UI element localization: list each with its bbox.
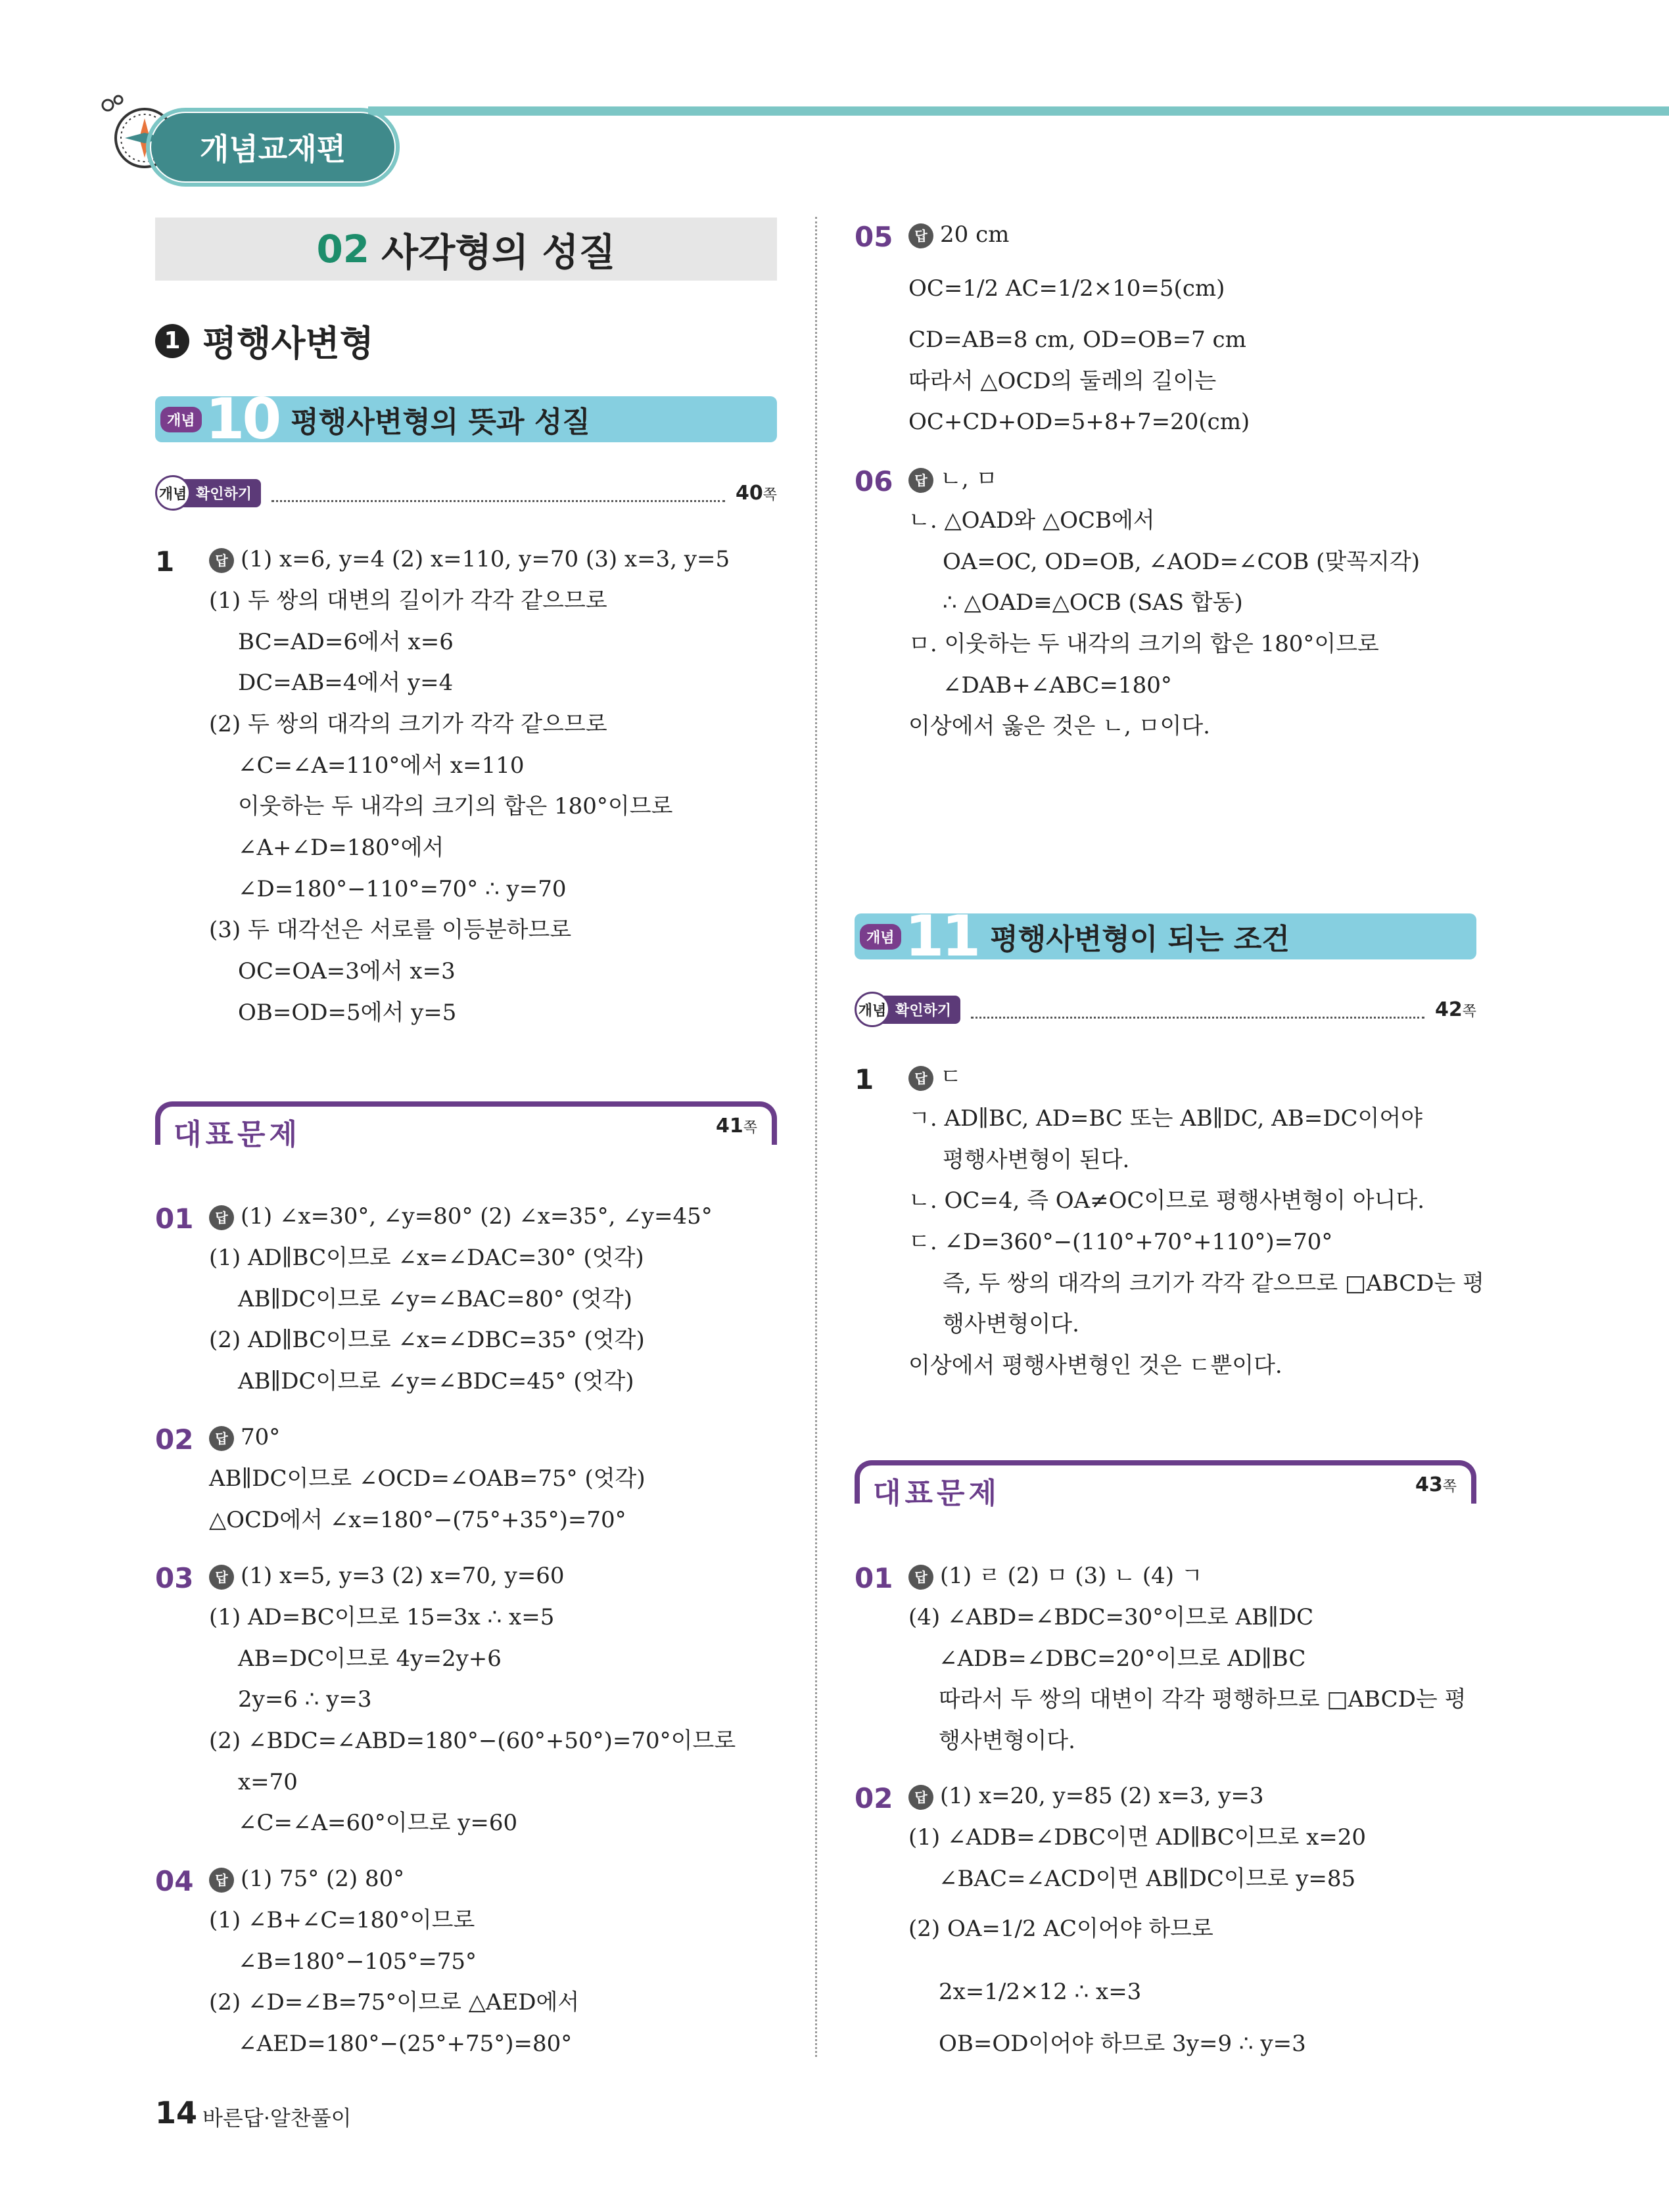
rep-page: 43쪽 xyxy=(1415,1473,1457,1496)
problem-number: 02 xyxy=(855,1782,893,1814)
check-page: 40쪽 xyxy=(735,481,777,505)
problem-number: 01 xyxy=(855,1562,893,1594)
solution-line: ㄷ. ∠D=360°−(110°+70°+110°)=70° xyxy=(908,1229,1333,1255)
problem-number: 02 xyxy=(155,1423,194,1456)
answer-line: 답 (1) x=6, y=4 (2) x=110, y=70 (3) x=3, y=5 xyxy=(209,548,730,573)
section-number: 1 xyxy=(155,324,189,358)
problem-number: 03 xyxy=(155,1562,194,1594)
solution-line: (2) OA=1/2 AC이어야 하므로 xyxy=(908,1916,1213,1942)
solution-line: 즉, 두 쌍의 대각의 크기가 각각 같으므로 □ABCD는 평 xyxy=(943,1270,1485,1297)
solution-line: ∠B=180°−105°=75° xyxy=(238,1948,477,1975)
solution-line: (1) AD∥BC이므로 ∠x=∠DAC=30° (엇각) xyxy=(209,1245,644,1271)
answer-line: 답 ㄴ, ㅁ xyxy=(908,468,997,493)
dotted-leader xyxy=(971,1017,1424,1019)
problem-number: 05 xyxy=(855,221,893,253)
answer-badge: 답 xyxy=(209,1426,234,1451)
solution-line: 따라서 △OCD의 둘레의 길이는 xyxy=(908,368,1217,394)
solution-line: 2x=1/2×12 ∴ x=3 xyxy=(939,1979,1142,2005)
concept-number: 11 xyxy=(905,904,979,969)
rep-problems-header-41 xyxy=(155,1101,777,1151)
header-tab: 개념교재편 xyxy=(151,113,394,181)
answer-line: 답 20 cm xyxy=(908,223,1009,248)
answer-badge: 답 xyxy=(908,1066,933,1091)
page-number: 14 xyxy=(155,2095,198,2131)
solution-line: (3) 두 대각선은 서로를 이등분하므로 xyxy=(209,917,572,943)
solution-line: AB∥DC이므로 ∠y=∠BDC=45° (엇각) xyxy=(238,1368,634,1394)
rep-page: 41쪽 xyxy=(715,1115,757,1138)
solution-line: ㅁ. 이웃하는 두 내각의 크기의 합은 180°이므로 xyxy=(908,631,1379,657)
solution-line: △OCD에서 ∠x=180°−(75°+35°)=70° xyxy=(209,1507,626,1533)
solution-line: ∠ADB=∠DBC=20°이므로 AD∥BC xyxy=(939,1646,1306,1672)
rep-title: 대표문제 xyxy=(174,1118,302,1151)
check-badge-circle: 개념 xyxy=(855,992,890,1027)
solution-line: (1) 두 쌍의 대변의 길이가 각각 같으므로 xyxy=(209,588,607,614)
check-page: 42쪽 xyxy=(1434,998,1476,1021)
solution-line: 2y=6 ∴ y=3 xyxy=(238,1686,372,1713)
concept-title: 평행사변형의 뜻과 성질 xyxy=(291,405,590,439)
concept-title: 평행사변형이 되는 조건 xyxy=(990,923,1290,956)
problem-number: 06 xyxy=(855,465,893,497)
chapter-title-text: 사각형의 성질 xyxy=(381,230,616,275)
section-title-text: 평행사변형 xyxy=(202,323,374,364)
solution-line: (1) ∠B+∠C=180°이므로 xyxy=(209,1907,475,1933)
check-row-42 xyxy=(855,991,1476,1028)
solution-line: AB=DC이므로 4y=2y+6 xyxy=(238,1646,502,1672)
concept-tag: 개념 xyxy=(160,407,202,432)
solution-line: ∠A+∠D=180°에서 xyxy=(238,835,444,861)
solution-line: 이상에서 옳은 것은 ㄴ, ㅁ이다. xyxy=(908,713,1210,739)
solution-line: x=70 xyxy=(238,1769,298,1795)
check-badge xyxy=(855,992,960,1027)
solution-line: (2) ∠D=∠B=75°이므로 △AED에서 xyxy=(209,1989,580,2016)
answer-badge: 답 xyxy=(209,1868,234,1893)
answer-line: 답 (1) x=5, y=3 (2) x=70, y=60 xyxy=(209,1565,565,1590)
answer-badge: 답 xyxy=(209,548,234,573)
check-badge xyxy=(155,475,261,511)
problem-number: 1 xyxy=(155,545,175,578)
dotted-leader xyxy=(271,500,725,502)
solution-line: OC+CD+OD=5+8+7=20(cm) xyxy=(908,409,1250,435)
solution-line: AB∥DC이므로 ∠y=∠BAC=80° (엇각) xyxy=(238,1286,632,1312)
solution-line: ∠C=∠A=110°에서 x=110 xyxy=(238,752,525,779)
concept-tag: 개념 xyxy=(860,924,901,950)
chapter-title xyxy=(155,218,777,281)
solution-line: DC=AB=4에서 y=4 xyxy=(238,670,454,696)
problem-number: 01 xyxy=(155,1203,194,1235)
answer-line: 답 (1) x=20, y=85 (2) x=3, y=3 xyxy=(908,1785,1264,1810)
concept-bar-10 xyxy=(155,386,777,452)
solution-line: ∠C=∠A=60°이므로 y=60 xyxy=(238,1810,518,1836)
solution-line: OA=OC, OD=OB, ∠AOD=∠COB (맞꼭지각) xyxy=(943,549,1421,575)
solution-line: ㄱ. AD∥BC, AD=BC 또는 AB∥DC, AB=DC이어야 xyxy=(908,1105,1423,1132)
solution-line: (2) AD∥BC이므로 ∠x=∠DBC=35° (엇각) xyxy=(209,1327,645,1353)
column-divider xyxy=(815,217,817,2057)
solution-line: OC=OA=3에서 x=3 xyxy=(238,958,456,984)
check-badge-label: 확인하기 xyxy=(881,996,960,1024)
solution-line: OB=OD이어야 하므로 3y=9 ∴ y=3 xyxy=(939,2031,1306,2057)
answer-line: 답 (1) ∠x=30°, ∠y=80° (2) ∠x=35°, ∠y=45° xyxy=(209,1205,713,1230)
section-title xyxy=(155,315,374,366)
solution-line: ∴ △OAD≡△OCB (SAS 합동) xyxy=(943,589,1243,616)
concept-number: 10 xyxy=(205,386,279,452)
check-row-40 xyxy=(155,474,777,511)
solution-line: (1) ∠ADB=∠DBC이면 AD∥BC이므로 x=20 xyxy=(908,1824,1367,1851)
solution-line: 행사변형이다. xyxy=(939,1728,1075,1754)
answer-line: 답 ㄷ xyxy=(908,1066,962,1091)
solution-line: ∠BAC=∠ACD이면 AB∥DC이므로 y=85 xyxy=(939,1866,1356,1892)
answer-badge: 답 xyxy=(908,223,933,248)
solution-line: 따라서 두 쌍의 대변이 각각 평행하므로 □ABCD는 평 xyxy=(939,1686,1467,1713)
problem-number: 04 xyxy=(155,1865,194,1897)
solution-line: 행사변형이다. xyxy=(943,1311,1079,1337)
answer-badge: 답 xyxy=(908,1785,933,1810)
problem-number: 1 xyxy=(855,1063,874,1095)
check-badge-circle: 개념 xyxy=(155,475,191,511)
answer-line: 답 (1) 75° (2) 80° xyxy=(209,1868,404,1893)
answer-line: 답 (1) ㄹ (2) ㅁ (3) ㄴ (4) ㄱ xyxy=(908,1565,1203,1590)
answer-badge: 답 xyxy=(908,468,933,493)
solution-line: (2) 두 쌍의 대각의 크기가 각각 같으므로 xyxy=(209,711,607,737)
solution-line: AB∥DC이므로 ∠OCD=∠OAB=75° (엇각) xyxy=(209,1465,646,1492)
solution-line: (2) ∠BDC=∠ABD=180°−(60°+50°)=70°이므로 xyxy=(209,1728,736,1754)
solution-line: BC=AD=6에서 x=6 xyxy=(238,629,454,655)
chapter-number: 02 xyxy=(316,227,370,271)
solution-line: ㄴ. OC=4, 즉 OA≠OC이므로 평행사변형이 아니다. xyxy=(908,1187,1425,1214)
solution-line: (4) ∠ABD=∠BDC=30°이므로 AB∥DC xyxy=(908,1604,1314,1630)
solution-line: ∠D=180°−110°=70° ∴ y=70 xyxy=(238,876,567,902)
answer-badge: 답 xyxy=(209,1565,234,1590)
solution-line: ∠DAB+∠ABC=180° xyxy=(943,672,1172,699)
solution-line: (1) AD=BC이므로 15=3x ∴ x=5 xyxy=(209,1604,555,1630)
solution-line: ㄴ. △OAD와 △OCB에서 xyxy=(908,507,1155,534)
solution-line: ∠AED=180°−(25°+75°)=80° xyxy=(238,2031,573,2057)
solution-line: 이상에서 평행사변형인 것은 ㄷ뿐이다. xyxy=(908,1352,1282,1379)
rep-title: 대표문제 xyxy=(873,1477,1001,1510)
solution-line: OB=OD=5에서 y=5 xyxy=(238,1000,457,1026)
rep-problems-header-43 xyxy=(855,1460,1476,1510)
answer-badge: 답 xyxy=(908,1565,933,1590)
solution-line: 평행사변형이 된다. xyxy=(943,1147,1130,1173)
solution-line: CD=AB=8 cm, OD=OB=7 cm xyxy=(908,327,1246,353)
solution-line: 이웃하는 두 내각의 크기의 합은 180°이므로 xyxy=(238,793,673,819)
solution-line: OC=1/2 AC=1/2×10=5(cm) xyxy=(908,275,1225,302)
check-badge-label: 확인하기 xyxy=(181,479,261,507)
book-title: 바른답·알찬풀이 xyxy=(202,2106,352,2131)
concept-bar-11 xyxy=(855,904,1476,969)
answer-line: 답 70° xyxy=(209,1426,280,1451)
header-stripe xyxy=(368,106,1669,116)
answer-badge: 답 xyxy=(209,1205,234,1230)
